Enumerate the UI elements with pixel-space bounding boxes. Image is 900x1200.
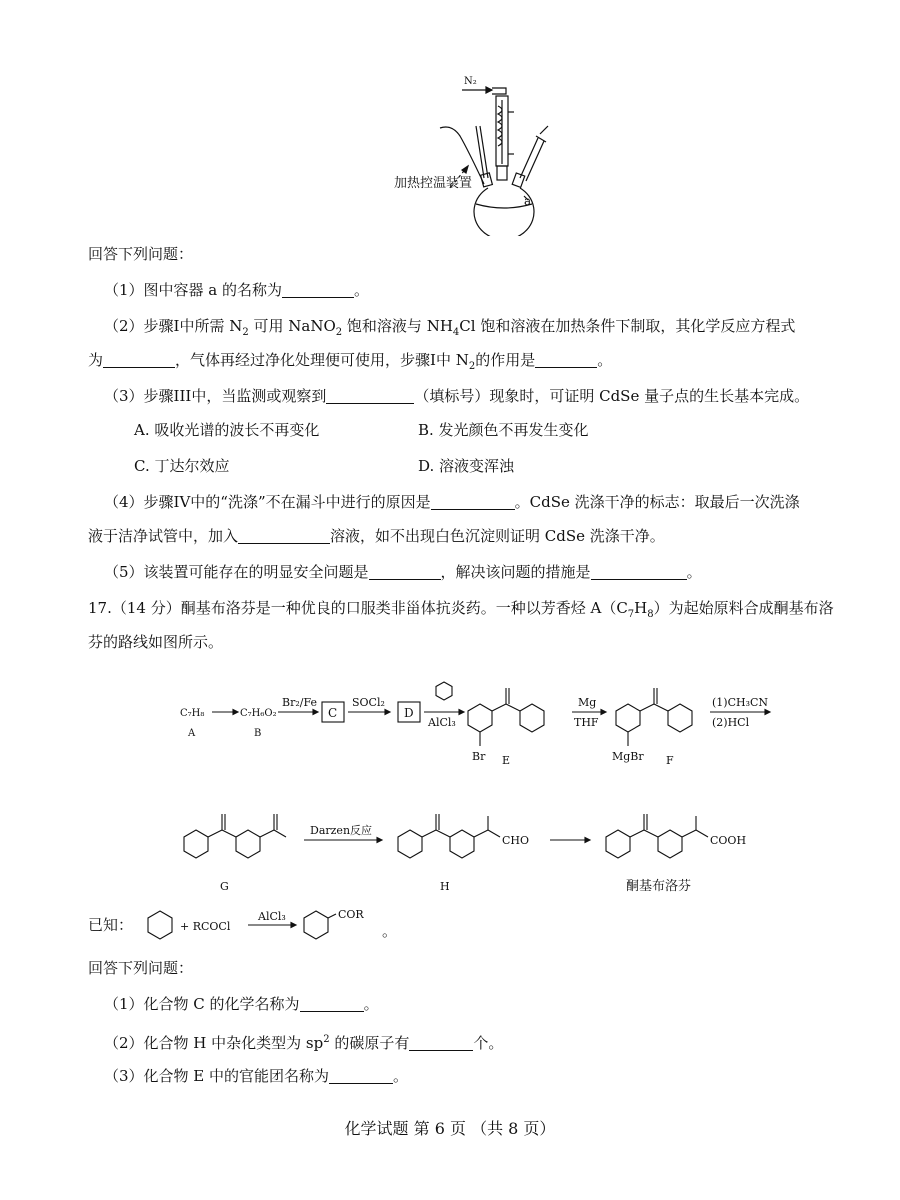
- vessel-a-label: a: [524, 194, 532, 208]
- synthesis-scheme: [150, 664, 790, 900]
- compound-e-br: Br: [472, 750, 486, 763]
- n2-label: N₂: [464, 76, 477, 87]
- compound-e-label: E: [502, 754, 511, 767]
- q16-option-c: C. 丁达尔效应: [134, 457, 230, 475]
- compound-h-cho: CHO: [502, 834, 530, 847]
- reagent-socl2: SOCl₂: [352, 696, 385, 709]
- compound-f-mgbr: MgBr: [612, 750, 644, 763]
- q16-part1: （1）图中容器 a 的名称为 。: [104, 281, 370, 299]
- final-cooh: COOH: [710, 834, 747, 847]
- compound-b-label: B: [254, 728, 262, 739]
- known-reaction-svg: [144, 908, 384, 940]
- reagent-mg: Mg: [578, 696, 597, 709]
- reagent-darzen: Darzen反应: [310, 824, 373, 837]
- q16-part3: （3）步骤III中，当监测或观察到 （填标号）现象时，可证明 CdSe 量子点的生长基本完成。: [104, 387, 810, 405]
- q16-part2-line1: （2）步骤I中所需 $N_2$ 可用 NaNO$_2$ 饱和溶液与 $NH_4Cl$ 饱和溶液在加热条件下制取，其化学反应方程式: [104, 317, 796, 338]
- known-alcl3: AlCl₃: [258, 910, 286, 923]
- compound-d-box: D: [404, 706, 414, 720]
- q17-header-line1: 17.（14 分）酮基布洛芬是一种优良的口服类非甾体抗炎药。一种以芳香烃 $A(C_7H_8)$为起始原料合成酮基布洛: [88, 599, 834, 620]
- q17-part1: （1）化合物 C 的化学名称为 。: [104, 995, 379, 1013]
- compound-a-label: A: [188, 728, 196, 739]
- q17-intro: 回答下列问题：: [88, 959, 194, 977]
- compound-h-label: H: [440, 880, 450, 893]
- q16-option-a: A. 吸收光谱的波长不再变化: [134, 421, 320, 439]
- reagent-alcl3: AlCl₃: [428, 716, 456, 729]
- compound-c-box: C: [328, 706, 338, 720]
- q16-part4-line2: 液于洁净试管中，加入 溶液，如不出现白色沉淀则证明 CdSe 洗涤干净。: [88, 527, 665, 545]
- q16-intro: 回答下列问题：: [88, 245, 194, 263]
- q16-part2-line2: 为 ，气体再经过净化处理便可使用，步骤I中 $N_2$的作用是 。: [88, 351, 613, 372]
- q17-part2: （2）化合物 H 中杂化类型为 $sp^2$ 的碳原子有 个。: [104, 1034, 504, 1052]
- q16-option-b: B. 发光颜色不再发生变化: [418, 421, 589, 439]
- q16-part5: （5）该装置可能存在的明显安全问题是 ，解决该问题的措施是 。: [104, 563, 702, 581]
- q16-part4-line1: （4）步骤IV中的“洗涤”不在漏斗中进行的原因是 。CdSe 洗涤干净的标志：取最后一次洗涤: [104, 493, 800, 511]
- q17-part3: （3）化合物 E 中的官能团名称为 。: [104, 1067, 409, 1085]
- apparatus-figure: [380, 66, 570, 236]
- compound-f-label: F: [666, 754, 674, 767]
- known-reactant: + RCOCl: [180, 920, 231, 933]
- final-product-label: 酮基布洛芬: [626, 879, 692, 894]
- reagent-ch3cn: (1)CH₃CN: [712, 696, 769, 709]
- compound-a-formula: C₇H₈: [180, 708, 205, 719]
- known-end: 。: [382, 922, 398, 940]
- known-prefix: 已知：: [88, 916, 134, 934]
- q16-option-d: D. 溶液变浑浊: [418, 457, 515, 475]
- page-footer: 化学试题 第 6 页 （共 8 页）: [344, 1119, 556, 1138]
- reagent-br2-fe: Br₂/Fe: [282, 696, 317, 709]
- reagent-hcl: (2)HCl: [712, 716, 750, 729]
- q17-header-line2: 芬的路线如图所示。: [88, 633, 224, 651]
- heating-device-label: 加热控温装置: [394, 176, 473, 191]
- compound-g-label: G: [220, 880, 229, 893]
- known-product-cor: COR: [338, 908, 364, 921]
- compound-b-formula: C₇H₆O₂: [240, 708, 277, 719]
- reagent-thf: THF: [574, 716, 599, 729]
